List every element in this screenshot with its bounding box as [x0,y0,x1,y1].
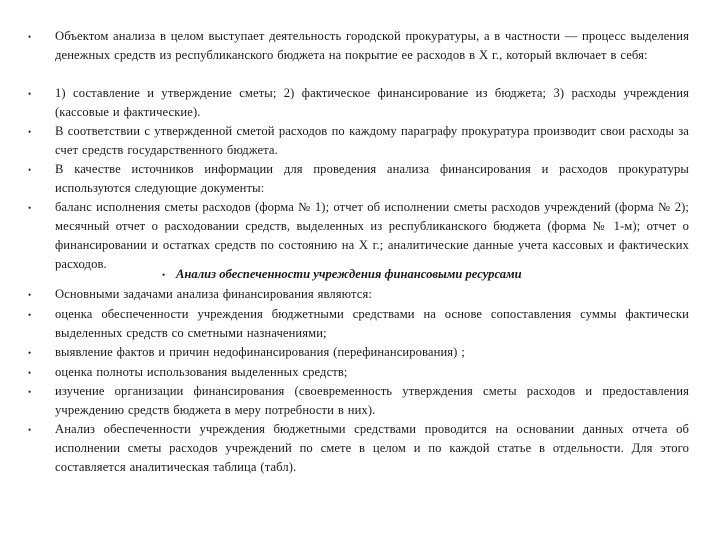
bullet-icon: • [28,310,32,320]
bullet-icon: • [28,348,32,358]
bullet-icon: • [28,127,32,137]
paragraph-text: Анализ обеспеченности учреждения бюджетными средствами проводится на основании данных отчета об исполнении сметы расходов учреждений по смете в целом и по каждой статье в отдельности. Для этого составляется аналитическая таблица (табл). [55,422,689,474]
paragraph-text: оценка полноты использования выделенных средств; [55,365,348,379]
paragraph-text: выявление фактов и причин недофинансирования (перефинансирования) ; [55,345,465,359]
bullet-icon: • [28,368,32,378]
bullet-icon: • [28,290,32,300]
paragraph-text: В соответствии с утвержденной сметой расходов по каждому параграфу прокуратура производит свои расходы за счет средств государственного бюджета. [55,124,689,157]
paragraph-text: Объектом анализа в целом выступает деятельность городской прокуратуры, а в частности — процесс выделения денежных средств из республиканского бюджета на покрытие ее расходов в X г., который включает в себя: [55,29,689,62]
bullet-icon: • [28,32,32,42]
paragraph-text: Основными задачами анализа финансирования являются: [55,287,372,301]
bullet-icon: • [28,89,32,99]
paragraph-text: баланс исполнения сметы расходов (форма № 1); отчет об исполнении сметы расходов учреждений (форма № 2); месячный отчет о расходовании средств, выделенных из республиканского бюджета (форма № 1-м); отчет о финансировании и остатках средств по состоянию на X г.; аналитические данные учета кассовых и фактических расходов. [55,200,689,271]
bullet-icon: • [28,387,32,397]
paragraph-text: В качестве источников информации для проведения анализа финансирования и расходов прокуратуры используются следующие документы: [55,162,689,195]
paragraph-text: оценка обеспеченности учреждения бюджетными средствами на основе сопоставления суммы фактически выделенных средств со сметными назначениями; [55,307,689,340]
bullet-icon: • [28,425,32,435]
bullet-icon: • [28,203,32,213]
bullet-icon: • [162,270,166,280]
heading-text: Анализ обеспеченности учреждения финансовыми ресурсами [176,267,522,281]
paragraph-text: 1) составление и утверждение сметы; 2) фактическое финансирование из бюджета; 3) расходы учреждения (кассовые и фактические). [55,86,689,119]
paragraph-text: изучение организации финансирования (своевременность утверждения сметы расходов и предоставления учреждению средств бюджета в меру потребности в них). [55,384,689,417]
bullet-icon: • [28,165,32,175]
